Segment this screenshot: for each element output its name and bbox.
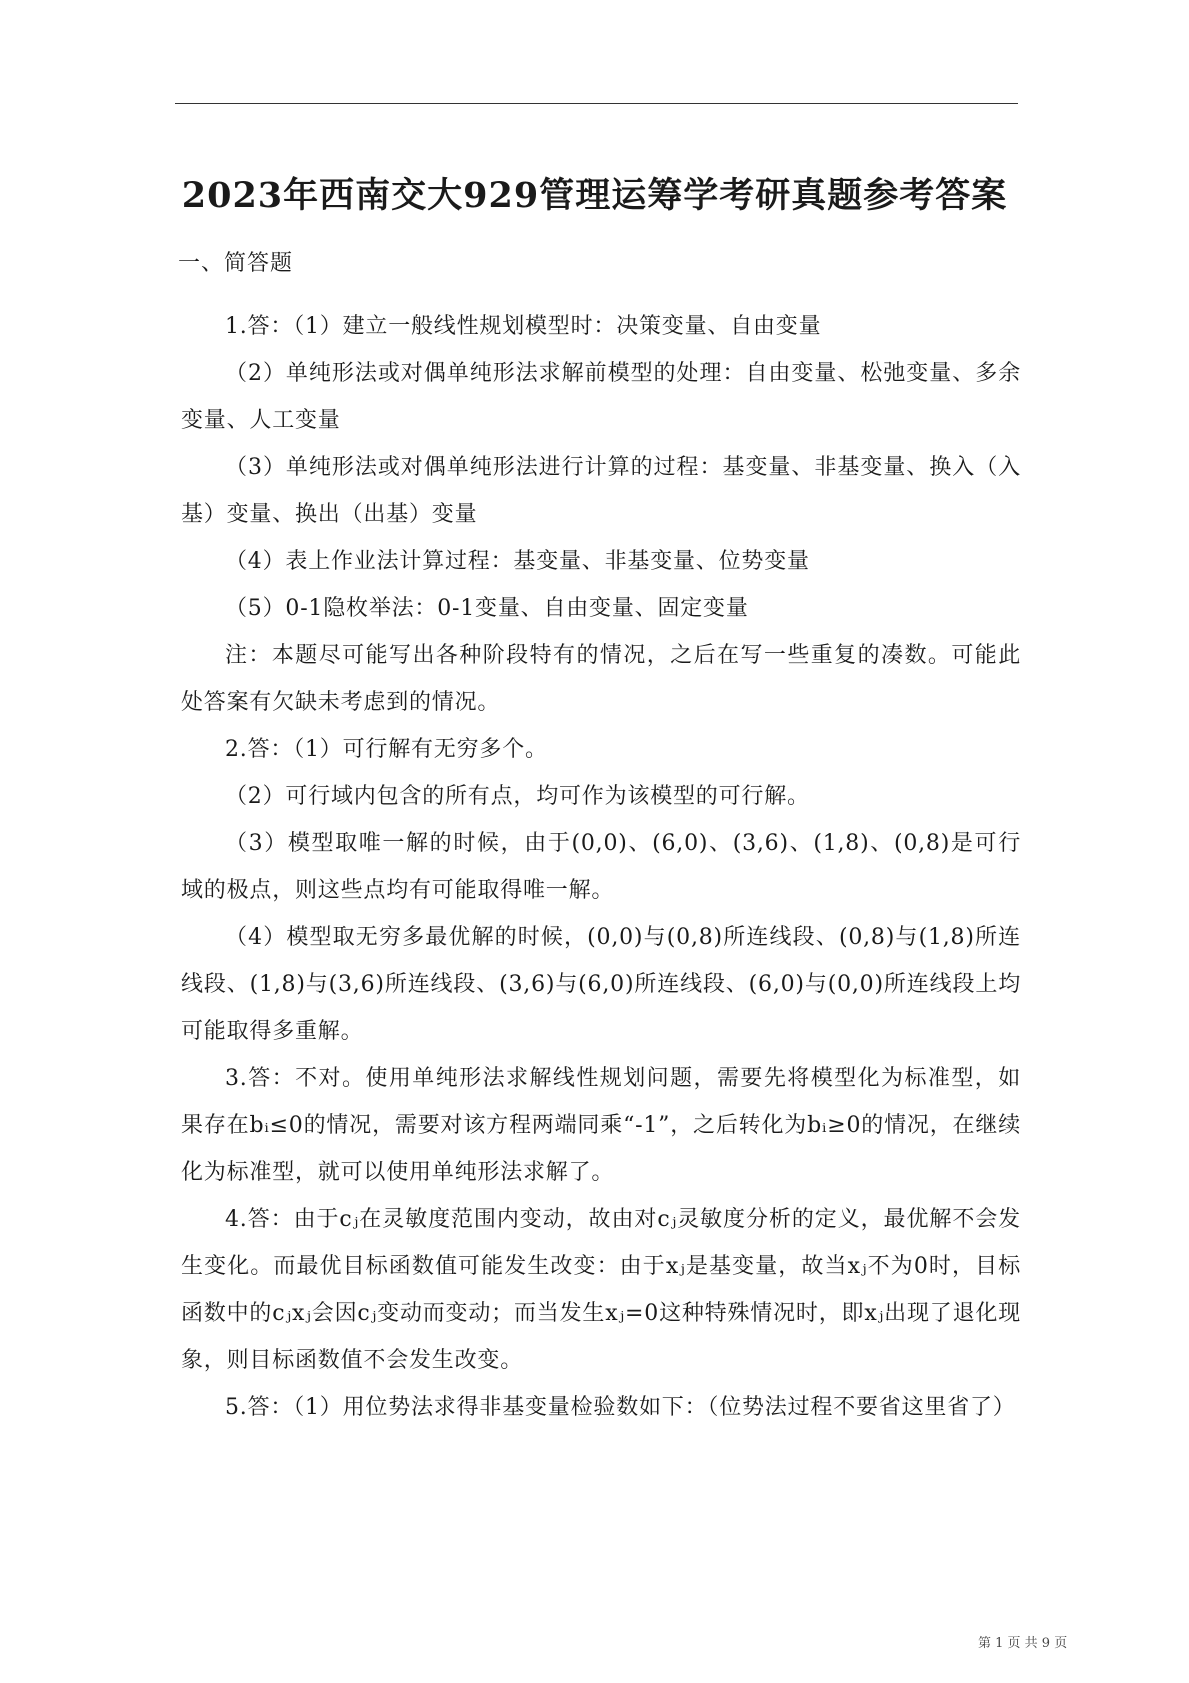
paragraph-5-1: 5.答：（1）用位势法求得非基变量检验数如下：（位势法过程不要省这里省了） [225,1395,1016,1420]
paragraph-1-1: 1.答：（1）建立一般线性规划模型时：决策变量、自由变量 [225,314,822,339]
header-rule [175,103,1018,104]
paragraph-3: 3.答：不对。使用单纯形法求解线性规划问题，需要先将模型化为标准型，如果存在bᵢ≤0的情况，需要对该方程两端同乘“-1”，之后转化为bᵢ≥0的情况，在继续化为标准型，就可以使用单纯形法求解了。 [181,1066,1021,1185]
paragraph-4: 4.答：由于cⱼ在灵敏度范围内变动，故由对cⱼ灵敏度分析的定义，最优解不会发生变化。而最优目标函数值可能发生改变：由于xⱼ是基变量，故当xⱼ不为0时，目标函数中的cⱼxⱼ会因cⱼ变动而变动；而当发生xⱼ=0这种特殊情况时，即xⱼ出现了退化现象，则目标函数值不会发生改变。 [181,1207,1021,1373]
paragraph-2-4: （4）模型取无穷多最优解的时候，(0,0)与(0,8)所连线段、(0,8)与(1,8)所连线段、(1,8)与(3,6)所连线段、(3,6)与(6,0)所连线段、(6,0)与(0,0)所连线段上均可能取得多重解。 [181,925,1021,1044]
paragraph-2-2: （2）可行域内包含的所有点，均可作为该模型的可行解。 [225,784,810,809]
paragraph-2-1: 2.答：（1）可行解有无穷多个。 [225,737,548,762]
paragraph-1-4: （4）表上作业法计算过程：基变量、非基变量、位势变量 [225,549,810,574]
answer-body [181,303,1021,1431]
page-number: 第 1 页 共 9 页 [978,1636,1068,1651]
paragraph-2-3: （3）模型取唯一解的时候，由于(0,0)、(6,0)、(3,6)、(1,8)、(0,8)是可行域的极点，则这些点均有可能取得唯一解。 [181,831,1021,903]
paragraph-note: 注：本题尽可能写出各种阶段特有的情况，之后在写一些重复的凑数。可能此处答案有欠缺未考虑到的情况。 [181,643,1021,715]
paragraph-1-2: （2）单纯形法或对偶单纯形法求解前模型的处理：自由变量、松弛变量、多余变量、人工变量 [181,361,1021,433]
paragraph-1-5: （5）0-1隐枚举法：0-1变量、自由变量、固定变量 [225,596,749,621]
paragraph-1-3: （3）单纯形法或对偶单纯形法进行计算的过程：基变量、非基变量、换入（入基）变量、换出（出基）变量 [181,455,1021,527]
document-title: 2023年西南交大929管理运筹学考研真题参考答案 [181,175,1008,216]
section-heading: 一、简答题 [178,251,294,276]
